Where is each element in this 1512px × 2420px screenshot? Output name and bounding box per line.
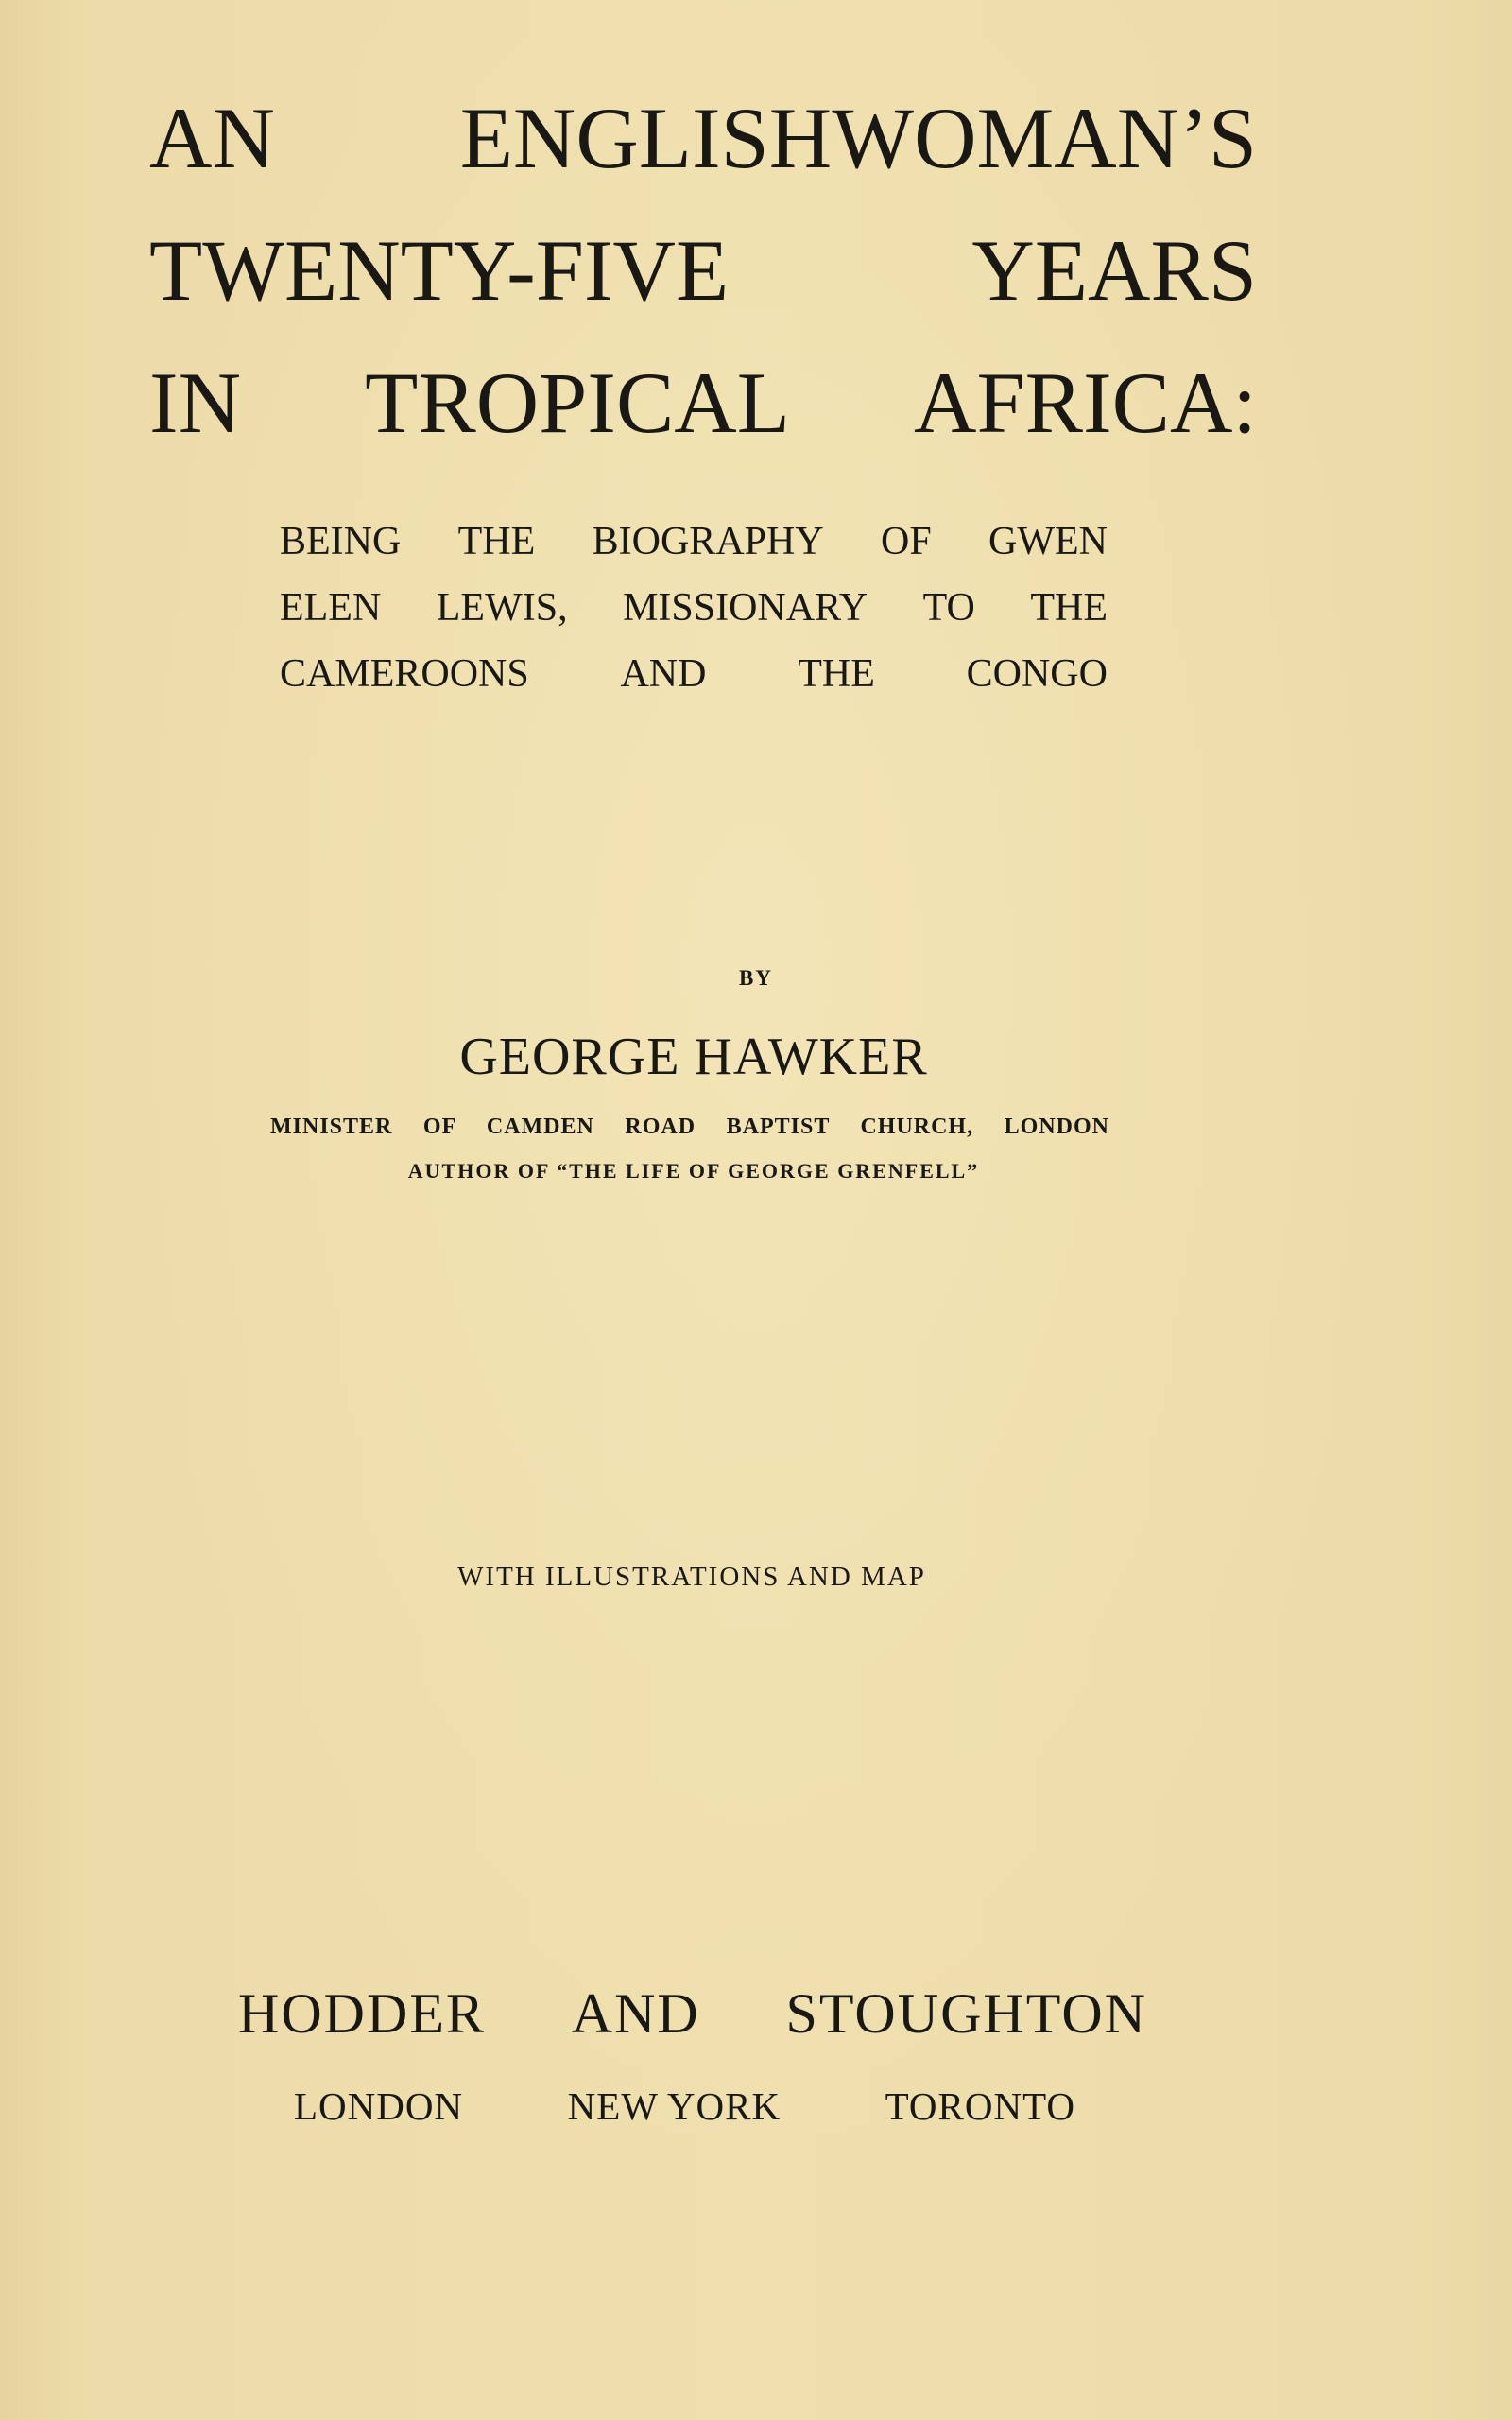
publisher-name bbox=[238, 1981, 1147, 2047]
subtitle-word: ELEN bbox=[280, 586, 382, 630]
subtitle-word: BIOGRAPHY bbox=[592, 520, 824, 563]
publisher-word: AND bbox=[571, 1982, 700, 2045]
author-credential-minister: MINISTER OF CAMDEN ROAD BAPTIST CHURCH, LONDON bbox=[270, 1115, 1109, 1139]
book-title-line-3 bbox=[149, 354, 1257, 451]
by-label: BY bbox=[739, 966, 773, 990]
subtitle-word: LEWIS, bbox=[436, 586, 568, 630]
publisher-city: TORONTO bbox=[885, 2084, 1075, 2128]
subtitle-word: THE bbox=[798, 652, 875, 696]
illustrations-note: WITH ILLUSTRATIONS AND MAP bbox=[457, 1562, 926, 1592]
publisher-word: STOUGHTON bbox=[785, 1982, 1147, 2045]
subtitle-line-1 bbox=[280, 522, 1108, 562]
subtitle-line-2 bbox=[280, 588, 1108, 628]
subtitle-word: BEING bbox=[280, 520, 402, 563]
publisher-city: LONDON bbox=[294, 2084, 464, 2128]
subtitle-word: TO bbox=[922, 586, 975, 630]
subtitle-word: OF bbox=[881, 520, 932, 563]
subtitle-line-3 bbox=[280, 654, 1108, 694]
subtitle-word: GWEN bbox=[988, 520, 1108, 563]
title-word: IN bbox=[149, 354, 242, 451]
book-title-line-1 bbox=[149, 90, 1257, 186]
subtitle-word: CONGO bbox=[966, 652, 1108, 696]
publisher-city: NEW YORK bbox=[567, 2084, 782, 2128]
title-word: AFRICA: bbox=[914, 354, 1257, 451]
title-word: AN bbox=[149, 90, 275, 186]
author-name: GEORGE HAWKER bbox=[459, 1028, 928, 1086]
subtitle-word: CAMEROONS bbox=[280, 652, 529, 696]
publisher-word: HODDER bbox=[238, 1982, 486, 2045]
title-word: TWENTY-FIVE bbox=[149, 222, 730, 319]
author-credential-previous-work: AUTHOR OF “THE LIFE OF GEORGE GRENFELL” bbox=[407, 1159, 980, 1183]
subtitle-word: THE bbox=[457, 520, 536, 563]
subtitle-word: THE bbox=[1030, 586, 1108, 630]
subtitle-word: MISSIONARY bbox=[623, 586, 868, 630]
book-title-line-2 bbox=[149, 222, 1257, 319]
title-word: ENGLISHWOMAN’S bbox=[459, 90, 1257, 186]
title-word: YEARS bbox=[971, 222, 1257, 319]
subtitle-word: AND bbox=[620, 652, 707, 696]
publisher-cities bbox=[294, 2083, 1075, 2129]
title-word: TROPICAL bbox=[365, 354, 790, 451]
